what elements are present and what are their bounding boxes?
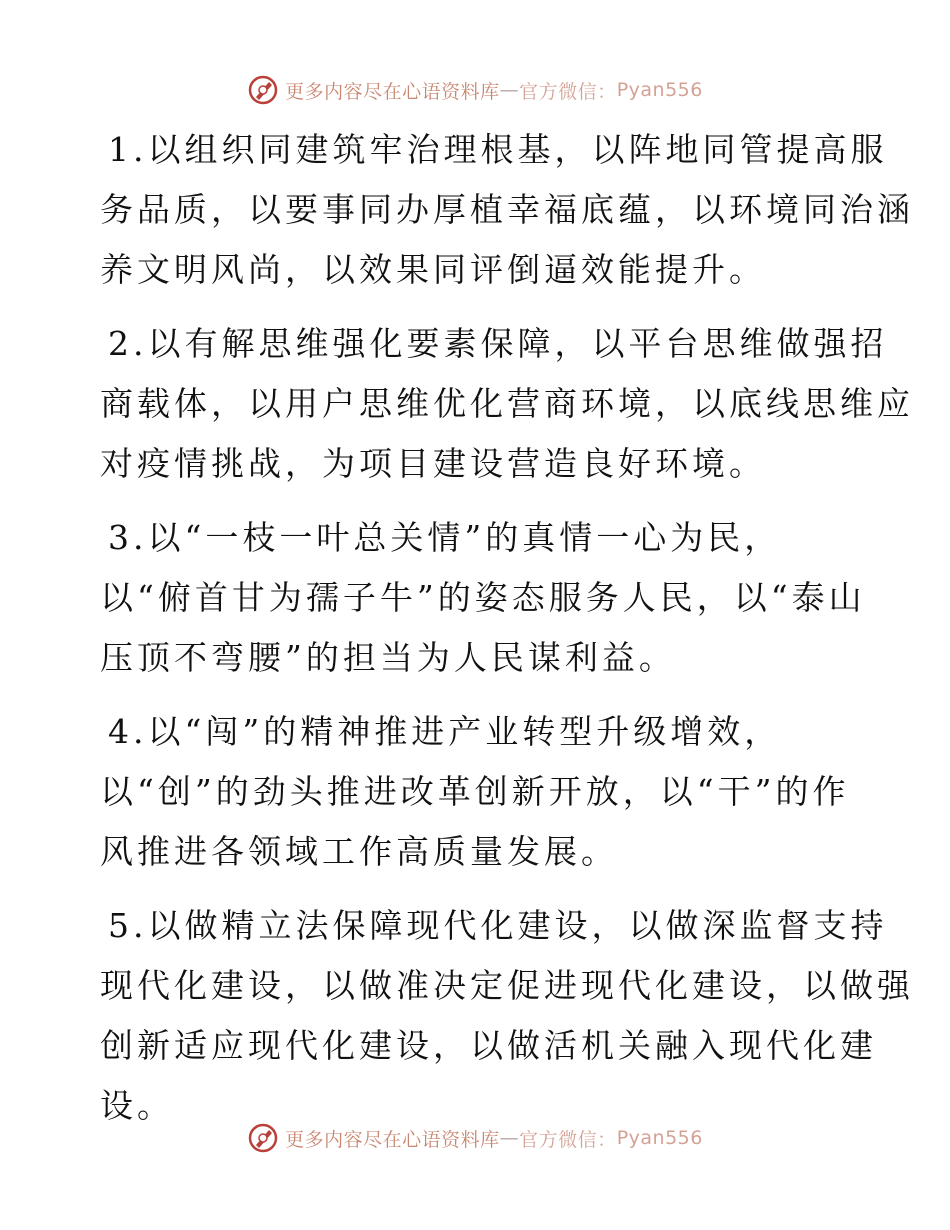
item-4-line-2: 以“创”的劲头推进改革创新开放，以“干”的作 — [100, 772, 850, 811]
item-2-text-1: 以有解思维强化要素保障，以平台思维做强招 — [147, 324, 888, 363]
list-item-2 — [100, 314, 914, 494]
item-5-line-2: 现代化建设，以做准决定促进现代化建设，以做强 — [100, 966, 914, 1005]
footer-watermark — [0, 1122, 950, 1154]
item-2-line-3: 对疫情挑战，为项目建设营造良好环境。 — [100, 444, 766, 483]
item-3-text-1: 以“一枝一叶总关情”的真情一心为民， — [147, 518, 782, 557]
watermark-main-text: 更多内容尽在心语资料库 — [285, 1128, 500, 1151]
watermark-official-label: 官方微信： — [519, 1128, 617, 1151]
watermark-dash: — — [499, 79, 520, 101]
item-5-line-3: 创新适应现代化建设，以做活机关融入现代化建 — [100, 1026, 877, 1065]
item-4-line-3: 风推进各领域工作高质量发展。 — [100, 832, 618, 871]
item-4-number: 4. — [108, 712, 148, 751]
item-2-line-1 — [100, 314, 888, 374]
watermark-main-text: 更多内容尽在心语资料库 — [285, 80, 500, 103]
document-body — [100, 120, 914, 1150]
item-1-text-1: 以组织同建筑牢治理根基，以阵地同管提高服 — [147, 130, 888, 169]
item-5-line-4: 设。 — [100, 1086, 174, 1125]
item-5-number: 5. — [108, 906, 148, 945]
watermark-dash: — — [499, 1127, 520, 1149]
list-item-4 — [100, 702, 860, 882]
item-1-line-1 — [100, 120, 888, 180]
item-3-number: 3. — [108, 518, 148, 557]
item-1-line-3: 养文明风尚，以效果同评倒逼效能提升。 — [100, 250, 766, 289]
red-circle-pen-logo-icon — [247, 1122, 279, 1154]
watermark-wechat-id: Pyan556 — [616, 1127, 703, 1149]
item-1-line-2: 务品质，以要事同办厚植幸福底蕴，以环境同治涵 — [100, 190, 914, 229]
list-item-3 — [100, 508, 866, 688]
list-item-1 — [100, 120, 914, 300]
item-2-line-2: 商载体，以用户思维优化营商环境，以底线思维应 — [100, 384, 914, 423]
item-2-number: 2. — [108, 324, 148, 363]
list-item-5 — [100, 896, 914, 1136]
item-5-text-1: 以做精立法保障现代化建设，以做深监督支持 — [147, 906, 888, 945]
watermark-wechat-id: Pyan556 — [616, 79, 703, 101]
item-4-text-1: 以“闯”的精神推进产业转型升级增效， — [147, 712, 782, 751]
item-5-line-1 — [100, 896, 888, 956]
watermark-official-label: 官方微信： — [519, 80, 617, 103]
item-4-line-1 — [100, 702, 860, 762]
red-circle-pen-logo-icon — [247, 74, 279, 106]
item-3-line-2: 以“俯首甘为孺子牛”的姿态服务人民，以“泰山 — [100, 578, 866, 617]
header-watermark — [0, 74, 950, 106]
item-3-line-3: 压顶不弯腰”的担当为人民谋利益。 — [100, 638, 676, 677]
item-3-line-1 — [100, 508, 860, 568]
item-1-number: 1. — [108, 130, 148, 169]
